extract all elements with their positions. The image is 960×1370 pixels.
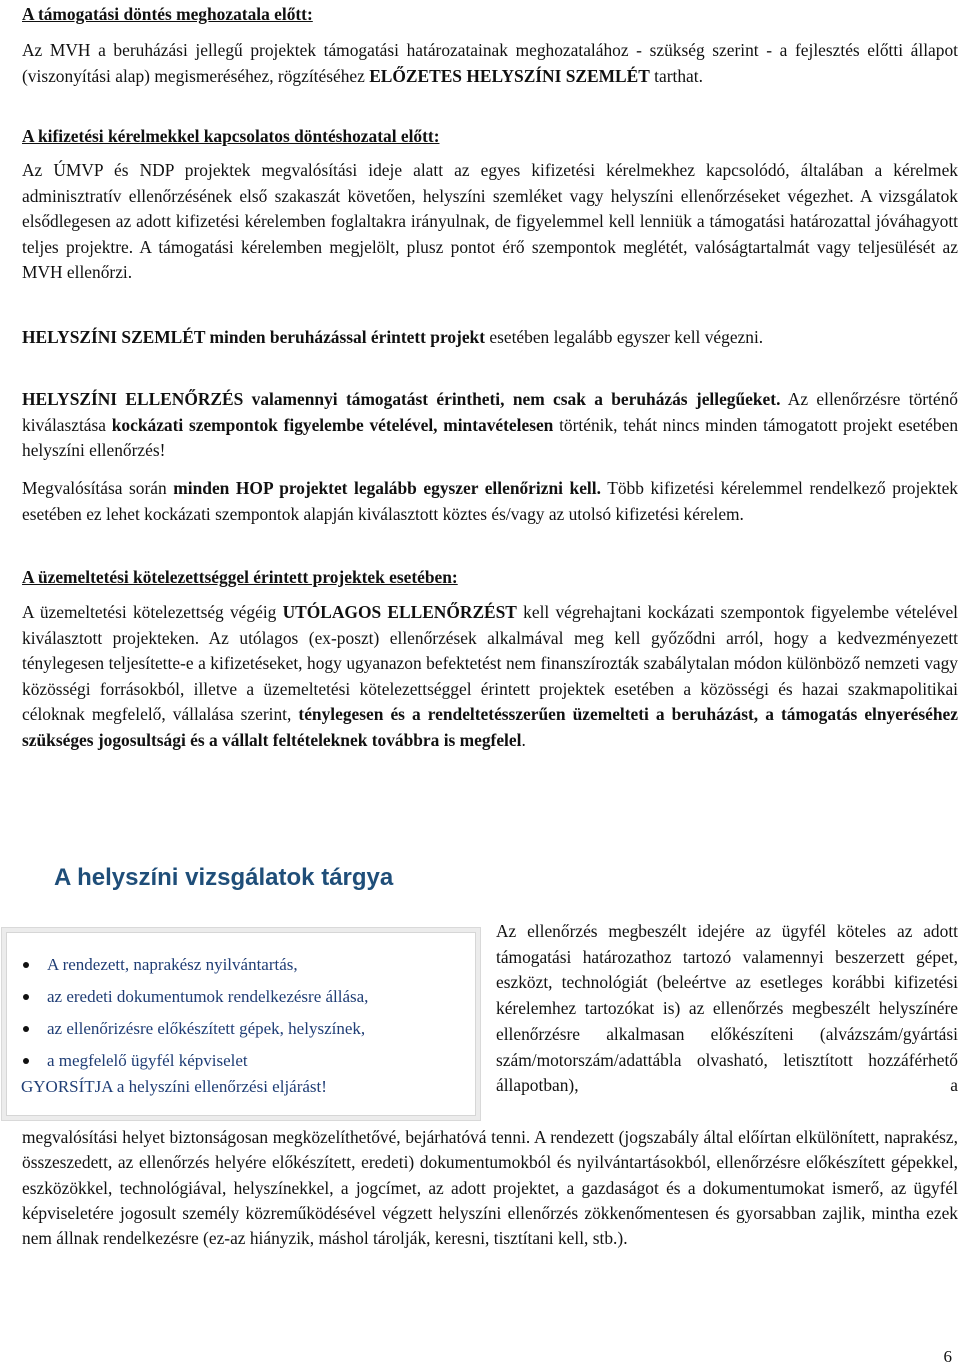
emphasis-hop-projects: minden HOP projektet legalább egyszer ellenőrizni kell. xyxy=(173,478,601,498)
paragraph-site-visit-requirement xyxy=(22,325,958,351)
bullet-icon xyxy=(23,1026,29,1032)
text-run: Megvalósítása során xyxy=(22,478,174,498)
section-heading-before-decision: A támogatási döntés meghozatala előtt: xyxy=(22,4,313,24)
bullet-icon xyxy=(23,962,29,968)
list-item-label: az ellenőrizésre előkészített gépek, helyszínek, xyxy=(47,1019,366,1038)
text-run: A üzemeltetési kötelezettség végéig xyxy=(22,602,283,622)
text-run: . xyxy=(521,729,526,750)
list-item-label: A rendezett, naprakész nyilvántartás, xyxy=(47,955,298,974)
bullet-icon xyxy=(23,1058,29,1064)
list-item xyxy=(7,953,368,985)
paragraph-client-obligations: Az ellenőrzés megbeszélt idejére az ügyfél köteles az adott támogatási határozathoz tartozó valamennyi beszerzett gépet, eszközt, technológiát (beleértve az esetleges korábbi kifizetési kérelemhez tartozókat is) az ellenőrzés megbeszélt helyszínére ellenőrzésre alkalmasan előkészíteni (alvázszám/gyártási szám/motorszám/adattábla olvasható, letisztított hozzáférhető állapotban), a xyxy=(496,921,958,1096)
emphasis-operation-conditions: ténylegesen és a rendeltetésszerűen üzemelteti a beruházást, a támogatás elnyeréséhez szükséges jogosultsági és a vállalt feltételeknek továbbra is megfelel xyxy=(22,704,958,750)
text-run: történik, tehát nincs minden támogatott projekt esetében helyszíni ellenőrzés! xyxy=(22,414,959,461)
list-item-label: a megfelelő ügyfél képviselet xyxy=(47,1051,248,1070)
highlight-box xyxy=(6,932,476,1116)
section-heading-operation-obligation: A üzemeltetési kötelezettséggel érintett projektek esetében: xyxy=(22,567,458,587)
emphasis-preliminary-inspection: ELŐZETES HELYSZÍNI SZEMLÉT xyxy=(369,65,650,86)
emphasis-risk-sampling: kockázati szempontok figyelembe vételével, mintavételesen xyxy=(111,414,554,435)
section-heading-payment-claims: A kifizetési kérelmekkel kapcsolatos döntéshozatal előtt: xyxy=(22,126,440,146)
paragraph-hop-projects xyxy=(22,476,958,527)
text-run: Több kifizetési kérelemmel rendelkező projektek esetében ez lehet kockázati szempontok alapján kiválasztott köztes és/vagy az utolsó kifizetési kérelem. xyxy=(22,478,958,524)
highlight-list xyxy=(7,953,368,1081)
text-run: Az MVH a beruházási jellegű projektek támogatási határozatainak meghozatalához - szükség szerint - a fejlesztés előtti állapot (viszonyítási alap) megismeréséhez, rögzítéséhez xyxy=(22,40,958,86)
text-run: esetében legalább egyszer kell végezni. xyxy=(485,327,764,347)
text-run: Az ellenőrzésre történő kiválasztása xyxy=(22,389,958,435)
emphasis-ex-post-inspection: UTÓLAGOS ELLENŐRZÉST xyxy=(282,602,517,622)
list-item-label: az eredeti dokumentumok rendelkezésre állása, xyxy=(47,987,369,1006)
text-run: kell végrehajtani kockázati szempontok figyelembe vételével kiválasztott projekteken. Az utólagos (ex-poszt) ellenőrzések alkalmával meg kell győződni arról, hogy a kedvezményezett ténylegesen teljesítette-e a kifizetéseket, hogy ugyanazon befektetést nem finanszírozták szabálytalan módon különböző nemzeti vagy közösségi forrásokból, illetve a üzemeltetési kötelezettséggel érintett projektek esetében a közösségi és hazai szakmapolitikai céloknak megfelelő, vállalása szerint, xyxy=(22,602,959,725)
box-note: GYORSÍTJA a helyszíni ellenőrzési eljárást! xyxy=(21,1077,327,1096)
emphasis-site-inspection: HELYSZÍNI ELLENŐRZÉS valamennyi támogatást érintheti, nem csak a beruházás jellegűeket. xyxy=(22,389,781,409)
paragraph-ex-post-inspection xyxy=(22,600,958,754)
paragraph-site-inspection xyxy=(22,387,958,464)
paragraph-payment-claim-checks: Az ÚMVP és NDP projektek megvalósítási ideje alatt az egyes kifizetési kérelmekhez kapcsolódó, általában a kérelmek adminisztratív ellenőrzésének első szakaszát követően, helyszíni szemléket vagy helyszíni ellenőrzéseket végezhet. A vizsgálatok elsődlegesen az adott kifizetési kérelemben foglaltakra irányulnak, de figyelemmel kell lenniük a támogatási határozattal jóváhagyott teljes projektre. A támogatási kérelemben megjelölt, plusz pontot érő szempontok meglétét, valóságtartalmát vagy teljesülését az MVH ellenőrzi. xyxy=(22,160,958,283)
text-run: tarthat. xyxy=(649,65,703,86)
paragraph-preliminary-inspection xyxy=(22,38,958,89)
page-number: 6 xyxy=(943,1347,952,1366)
list-item xyxy=(7,985,368,1017)
bullet-icon xyxy=(23,994,29,1000)
paragraph-organized-documentation: megvalósítási helyet biztonságosan megközelíthetővé, bejárhatóvá tenni. A rendezett (jogszabály által előírtan elkülönített, naprakész, összeszedett, az ellenőrzés helyére előkészített, eredeti) dokumentumokból és nyilvántartásokból, ellenőrzésre előkészített gépekkel, eszközökkel, technológiával, helyszínekkel, a jogcímet, az adott projektet, a gazdaságot és a dokumentumokat ismerő, az ügyfél képviseletére jogosult személy közreműködésével végzett helyszíni ellenőrzés zökkenőmentesen és gyorsabban zajlik, mintha ezek nem állnak rendelkezésre (ez-az hiányzik, máshol tárolják, keresni, tisztítani kell, stb.). xyxy=(22,1127,958,1249)
list-item xyxy=(7,1017,368,1049)
emphasis-site-visit: HELYSZÍNI SZEMLÉT minden beruházással érintett projekt xyxy=(22,327,486,347)
section-title-inspection-subject: A helyszíni vizsgálatok tárgya xyxy=(54,864,394,891)
